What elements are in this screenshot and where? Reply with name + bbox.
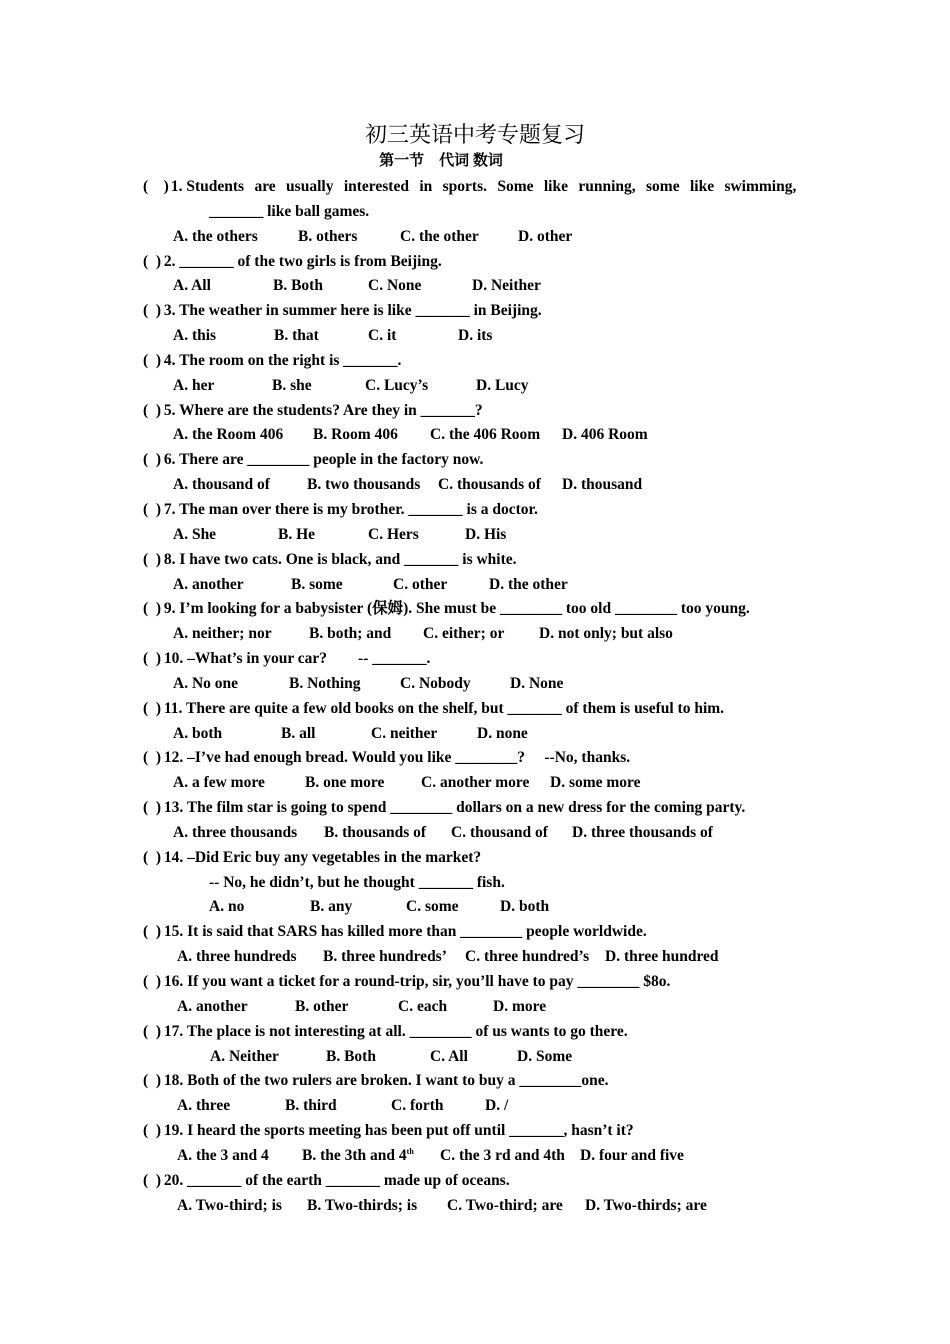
option-d: D. None: [510, 674, 564, 692]
option-a: A. both: [173, 724, 223, 742]
options-row: [143, 473, 807, 498]
option-c: C. three hundred’s: [465, 948, 590, 966]
question-text: 4. The room on the right is _______.: [163, 351, 402, 369]
question-10: [143, 647, 807, 672]
option-c: C. the other: [400, 227, 479, 245]
answer-blank: ( ): [143, 799, 162, 817]
options-row: [143, 1144, 807, 1169]
option-d: D. three hundred: [605, 948, 719, 966]
option-d: D. Neither: [472, 277, 541, 295]
option-c: C. All: [430, 1047, 468, 1065]
option-b: B. that: [274, 327, 319, 345]
answer-blank: ( ): [143, 178, 169, 195]
question-text: 8. I have two cats. One is black, and _______ is white.: [163, 550, 517, 568]
option-a: A. the 3 and 4: [177, 1146, 269, 1164]
option-b: B. some: [291, 575, 343, 593]
options-row: [143, 895, 807, 920]
options-row: [143, 722, 807, 747]
question-1: [143, 175, 807, 200]
question-list: [143, 175, 807, 1218]
question-text: 18. Both of the two rulers are broken. I want to buy a ________one.: [163, 1072, 609, 1090]
option-a: A. the others: [173, 227, 258, 245]
option-d: D. the other: [489, 575, 568, 593]
option-c: C. it: [368, 327, 397, 345]
option-b: B. other: [295, 997, 349, 1015]
answer-blank: ( ): [143, 1072, 162, 1090]
answer-blank: ( ): [143, 749, 162, 767]
page-subtitle: 第一节 代词 数词: [379, 153, 503, 169]
page-title: 初三英语中考专题复习: [364, 122, 585, 147]
question-13: [143, 796, 807, 821]
question-9: [143, 597, 807, 622]
option-d: D. none: [477, 724, 528, 742]
answer-blank: ( ): [143, 351, 162, 369]
option-d: D. its: [458, 327, 493, 345]
option-c: C. neither: [371, 724, 438, 742]
question-text: 6. There are ________ people in the factory now.: [163, 451, 484, 469]
option-a: A. another: [173, 575, 244, 593]
question-text: 11. There are quite a few old books on the shelf, but _______ of them is useful to him.: [163, 699, 725, 717]
option-d: D. four and five: [580, 1146, 684, 1164]
option-a: A. no: [209, 898, 245, 916]
option-b: B. thousands of: [324, 823, 427, 841]
option-b: B. she: [272, 376, 312, 394]
question-17: [143, 1020, 807, 1045]
question-12: [143, 746, 807, 771]
option-b: B. third: [285, 1097, 337, 1115]
question-text: 15. It is said that SARS has killed more than ________ people worldwide.: [163, 923, 647, 941]
options-row: [143, 523, 807, 548]
option-d: D. both: [500, 898, 550, 916]
options-row: [143, 771, 807, 796]
answer-blank: ( ): [143, 1022, 162, 1040]
question-text: 2. _______ of the two girls is from Beijing.: [163, 252, 442, 270]
option-a: A. She: [173, 525, 217, 543]
option-a: A. Two-third; is: [177, 1196, 282, 1214]
option-d: D. more: [493, 997, 547, 1015]
option-a: A. neither; nor: [173, 625, 272, 643]
option-b: B. any: [310, 898, 353, 916]
question-text: 17. The place is not interesting at all. ________ of us wants to go there.: [163, 1022, 628, 1040]
options-row: [143, 573, 807, 598]
superscript: th: [406, 1146, 414, 1156]
answer-blank: ( ): [143, 401, 162, 419]
question-text: 19. I heard the sports meeting has been put off until _______, hasn’t it?: [163, 1122, 634, 1140]
option-d: D. other: [518, 227, 573, 245]
answer-blank: ( ): [143, 600, 162, 618]
option-a: A. another: [177, 997, 248, 1015]
option-c: C. Nobody: [400, 674, 471, 692]
option-c: C. other: [393, 575, 448, 593]
option-d: D. thousand: [562, 476, 643, 494]
answer-blank: ( ): [143, 923, 162, 941]
option-b: B. all: [281, 724, 316, 742]
question-text: 7. The man over there is my brother. _______ is a doctor.: [163, 500, 538, 518]
option-a: A. her: [173, 376, 215, 394]
option-b: B. Both: [273, 277, 323, 295]
question-15: [143, 920, 807, 945]
question-7: [143, 498, 807, 523]
question-text: 5. Where are the students? Are they in _______?: [163, 401, 483, 419]
question-text: 10. –What’s in your car? -- _______.: [163, 650, 431, 668]
option-b: B. He: [278, 525, 316, 543]
option-b-text: B. the 3th and 4: [302, 1146, 407, 1164]
question-11: [143, 697, 807, 722]
answer-blank: ( ): [143, 1171, 162, 1189]
question-4: [143, 349, 807, 374]
question-14: [143, 846, 807, 871]
option-c: C. Hers: [368, 525, 419, 543]
question-2: [143, 250, 807, 275]
question-18: [143, 1069, 807, 1094]
question-3: [143, 299, 807, 324]
option-a: A. a few more: [173, 774, 265, 792]
option-c: C. forth: [391, 1097, 444, 1115]
option-d: D. His: [465, 525, 507, 543]
answer-blank: ( ): [143, 500, 162, 518]
options-row: [143, 821, 807, 846]
option-d: D. not only; but also: [539, 625, 673, 643]
answer-blank: ( ): [143, 302, 162, 320]
option-b: [302, 1144, 414, 1169]
options-row: [143, 995, 807, 1020]
option-c: C. some: [406, 898, 459, 916]
options-row: [143, 1094, 807, 1119]
answer-blank: ( ): [143, 451, 162, 469]
option-a: A. three hundreds: [177, 948, 297, 966]
answer-blank: ( ): [143, 848, 162, 866]
option-a: A. Neither: [210, 1047, 279, 1065]
question-text: 9. I’m looking for a babysister (保姆). She must be ________ too old ________ too young.: [163, 600, 750, 618]
option-b: B. Both: [326, 1047, 376, 1065]
options-row: [143, 1045, 807, 1070]
answer-blank: ( ): [143, 699, 162, 717]
options-row: [143, 274, 807, 299]
option-b: B. others: [298, 227, 358, 245]
option-c: C. None: [368, 277, 422, 295]
option-d: D. three thousands of: [572, 823, 713, 841]
option-c: C. thousands of: [438, 476, 541, 494]
option-c: C. either; or: [423, 625, 505, 643]
option-a: A. All: [173, 277, 211, 295]
question-continuation: _______ like ball games.: [209, 202, 370, 220]
answer-blank: ( ): [143, 973, 162, 990]
answer-blank: ( ): [143, 1122, 162, 1140]
option-d: D. /: [485, 1097, 509, 1115]
option-d: D. Lucy: [476, 376, 529, 394]
option-b: B. Room 406: [313, 426, 398, 444]
question-19: [143, 1119, 807, 1144]
question-20: [143, 1169, 807, 1194]
option-c: C. each: [398, 997, 448, 1015]
options-row: [143, 622, 807, 647]
option-a: A. this: [173, 327, 217, 345]
question-text: 16. If you want a ticket for a round-trip, sir, you’ll have to pay ________ $8o.: [163, 973, 671, 990]
question-text: 13. The film star is going to spend ________ dollars on a new dress for the coming party.: [163, 799, 746, 817]
answer-blank: ( ): [143, 650, 162, 668]
option-c: C. another more: [421, 774, 530, 792]
options-row: [143, 324, 807, 349]
option-c: C. Lucy’s: [365, 376, 429, 394]
option-c: C. Two-third; are: [447, 1196, 563, 1214]
options-row: [143, 423, 807, 448]
option-a: A. the Room 406: [173, 426, 284, 444]
option-c: C. the 3 rd and 4th: [440, 1146, 565, 1164]
options-row: [143, 374, 807, 399]
options-row: [143, 225, 807, 250]
question-text: 3. The weather in summer here is like _______ in Beijing.: [163, 302, 542, 320]
option-d: D. 406 Room: [562, 426, 648, 444]
question-text: Students are usually interested in sports. Some like running, some like swimming,: [186, 178, 797, 195]
option-a: A. three: [177, 1097, 231, 1115]
option-d: D. Some: [517, 1047, 573, 1065]
option-d: D. some more: [550, 774, 641, 792]
question-text: 14. –Did Eric buy any vegetables in the market?: [163, 848, 482, 866]
question-text: 12. –I’ve had enough bread. Would you like ________? --No, thanks.: [163, 749, 631, 767]
option-a: A. three thousands: [173, 823, 298, 841]
option-c: C. the 406 Room: [430, 426, 541, 444]
question-text: 20. _______ of the earth _______ made up of oceans.: [163, 1171, 510, 1189]
answer-blank: ( ): [143, 252, 162, 270]
option-b: B. both; and: [309, 625, 392, 643]
options-row: [143, 1194, 807, 1219]
option-b: B. one more: [305, 774, 385, 792]
option-c: C. thousand of: [451, 823, 548, 841]
option-b: B. Nothing: [289, 674, 361, 692]
question-6: [143, 448, 807, 473]
option-a: A. thousand of: [173, 476, 270, 494]
question-8: [143, 548, 807, 573]
question-number: 1.: [170, 178, 183, 195]
question-continuation: -- No, he didn’t, but he thought _______ fish.: [209, 873, 505, 891]
question-16: [143, 970, 807, 995]
option-b: B. two thousands: [307, 476, 421, 494]
answer-blank: ( ): [143, 550, 162, 568]
option-b: B. Two-thirds; is: [307, 1196, 418, 1214]
option-a: A. No one: [173, 674, 239, 692]
question-5: [143, 399, 807, 424]
option-d: D. Two-thirds; are: [585, 1196, 707, 1214]
options-row: [143, 672, 807, 697]
option-b: B. three hundreds’: [323, 948, 447, 966]
options-row: [143, 945, 807, 970]
